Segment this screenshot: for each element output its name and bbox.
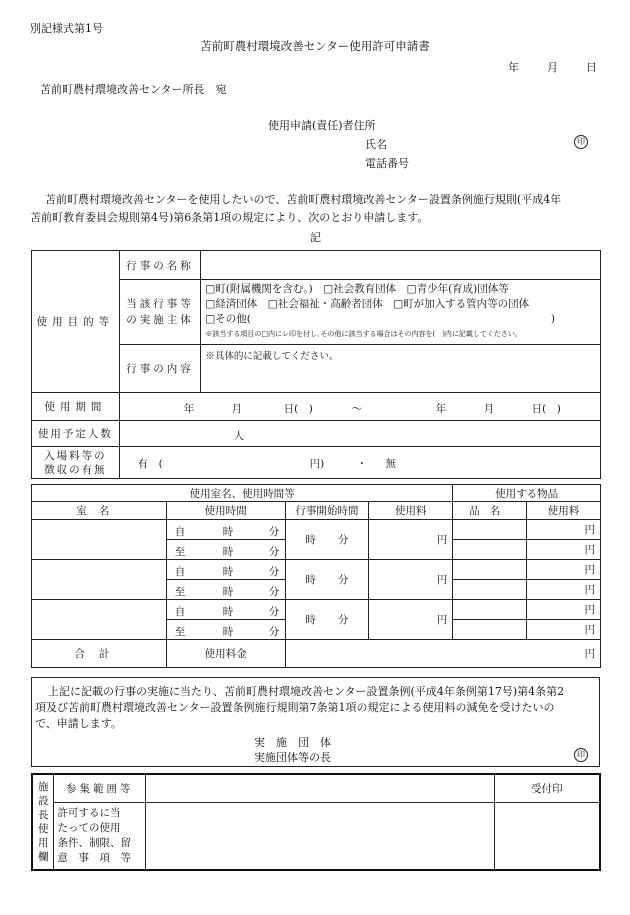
room-name-field[interactable] (32, 520, 167, 560)
item-name[interactable] (453, 540, 527, 560)
item-name[interactable] (453, 520, 527, 540)
host-line-1: □町(附属機関を含む。) □社会教育団体 □青少年(育成)団体等 (205, 283, 509, 295)
applicant-seal: 印 (574, 134, 588, 149)
content-note: ※具体的に記載してください。 (205, 351, 339, 362)
room-fee[interactable]: 円 (369, 520, 453, 560)
admin-table (31, 773, 601, 871)
item-fee[interactable]: 円 (527, 620, 601, 640)
host-label: 当該行事等 の実施主体 (119, 280, 201, 345)
fee-field[interactable]: 有 ( 円) ・ 無 (119, 447, 600, 479)
purpose-table (31, 250, 601, 479)
item-name[interactable] (453, 560, 527, 580)
page-title: 苫前町農村環境改善センター使用許可申請書 (200, 39, 430, 53)
applicant-address-label: 使用申請(責任)者住所 (268, 119, 376, 132)
room-name-field[interactable] (32, 560, 167, 600)
scope-label: 参集範囲等 (54, 774, 146, 802)
host-note: ※該当する項目の□内にレ印を付し､その他に該当する場合はその内容を( )内に記載してください｡ (205, 330, 519, 338)
time-to[interactable]: 至 時 分 (166, 580, 285, 600)
scope-field[interactable] (146, 774, 495, 802)
col-start: 行事開始時間 (285, 502, 369, 520)
item-fee[interactable]: 円 (527, 540, 601, 560)
start-time[interactable]: 時 分 (285, 560, 369, 600)
items-header: 使用する物品 (453, 485, 601, 502)
reduction-line-2: 項及び苫前町農村環境改善センター設置条例施行規則第7条第1項の規定による使用料の減免を受けたいの (35, 701, 555, 714)
total-label: 合計 (32, 640, 167, 668)
rooms-table (31, 484, 601, 668)
rooms-header: 使用室名、使用時間等 (32, 485, 453, 502)
people-label: 使用予定人数 (32, 421, 120, 447)
col-room: 室名 (32, 502, 167, 520)
applicant-name-label: 氏名 (365, 138, 387, 151)
event-name-field[interactable] (201, 251, 601, 280)
event-name-label: 行事の名称 (119, 251, 201, 280)
host-options[interactable] (201, 280, 601, 345)
addressee: 苫前町農村環境改善センター所長 宛 (40, 83, 227, 96)
content-label: 行事の内容 (119, 345, 201, 393)
col-fee: 使用料 (369, 502, 453, 520)
time-from[interactable]: 自 時 分 (166, 600, 285, 620)
start-time[interactable]: 時 分 (285, 520, 369, 560)
period-field[interactable]: 年 月 日( ) 〜 年 月 日( ) (119, 393, 600, 421)
purpose-label: 使用目的等 (32, 251, 120, 393)
conditions-field[interactable] (146, 802, 495, 870)
start-time[interactable]: 時 分 (285, 600, 369, 640)
item-fee[interactable]: 円 (527, 580, 601, 600)
item-name[interactable] (453, 600, 527, 620)
admin-side-label: 施 設 長 使 用 欄 (32, 774, 54, 870)
item-fee[interactable]: 円 (527, 600, 601, 620)
fee-total-field[interactable]: 円 (285, 640, 601, 668)
received-label: 受付印 (494, 774, 600, 802)
room-name-field[interactable] (32, 600, 167, 640)
fee-total-label: 使用料金 (166, 640, 285, 668)
intro-line-2: 苫前町教育委員会規則第4号)第6条第1項の規定により、次のとおり申請します。 (30, 211, 429, 224)
reduction-head-label: 実施団体等の長 (254, 751, 331, 764)
item-fee[interactable]: 円 (527, 560, 601, 580)
form-id: 別記様式第1号 (30, 22, 103, 35)
col-item-fee: 使用料 (527, 502, 601, 520)
intro-line-1: 苫前町農村環境改善センターを使用したいので、苫前町農村環境改善センター設置条例施行規則(平成4年 (45, 193, 562, 206)
col-time: 使用時間 (166, 502, 285, 520)
period-label: 使用期間 (32, 393, 120, 421)
people-field[interactable]: 人 (119, 421, 600, 447)
host-line-3: □その他( ) (205, 313, 555, 325)
conditions-label: 許可するに当 たっての使用 条件、制限、留 意 事 項 等 (54, 802, 146, 870)
item-name[interactable] (453, 580, 527, 600)
reduction-org-label: 実 施 団 体 (254, 736, 331, 749)
item-fee[interactable]: 円 (527, 520, 601, 540)
item-name[interactable] (453, 620, 527, 640)
room-fee[interactable]: 円 (369, 600, 453, 640)
content-field[interactable] (201, 345, 601, 393)
time-to[interactable]: 至 時 分 (166, 620, 285, 640)
time-from[interactable]: 自 時 分 (166, 520, 285, 540)
host-line-2: □経済団体 □社会福祉・高齢者団体 □町が加入する管内等の団体 (205, 298, 530, 310)
applicant-phone-label: 電話番号 (365, 157, 409, 170)
time-from[interactable]: 自 時 分 (166, 560, 285, 580)
date-line: 年 月 日 (508, 61, 597, 74)
reduction-line-3: で、申請します。 (35, 717, 122, 730)
fee-label: 入場料等の 徴収の有無 (32, 447, 120, 479)
received-stamp-field[interactable] (494, 802, 600, 870)
reduction-box (31, 677, 600, 767)
room-fee[interactable]: 円 (369, 560, 453, 600)
reduction-line-1: 上記に記載の行事の実施に当たり、苫前町農村環境改善センター設置条例(平成4年条例第17号)第4条第2 (48, 685, 565, 698)
time-to[interactable]: 至 時 分 (166, 540, 285, 560)
col-item: 品名 (453, 502, 527, 520)
ki-label: 記 (310, 231, 321, 244)
reduction-seal: 印 (574, 747, 588, 762)
